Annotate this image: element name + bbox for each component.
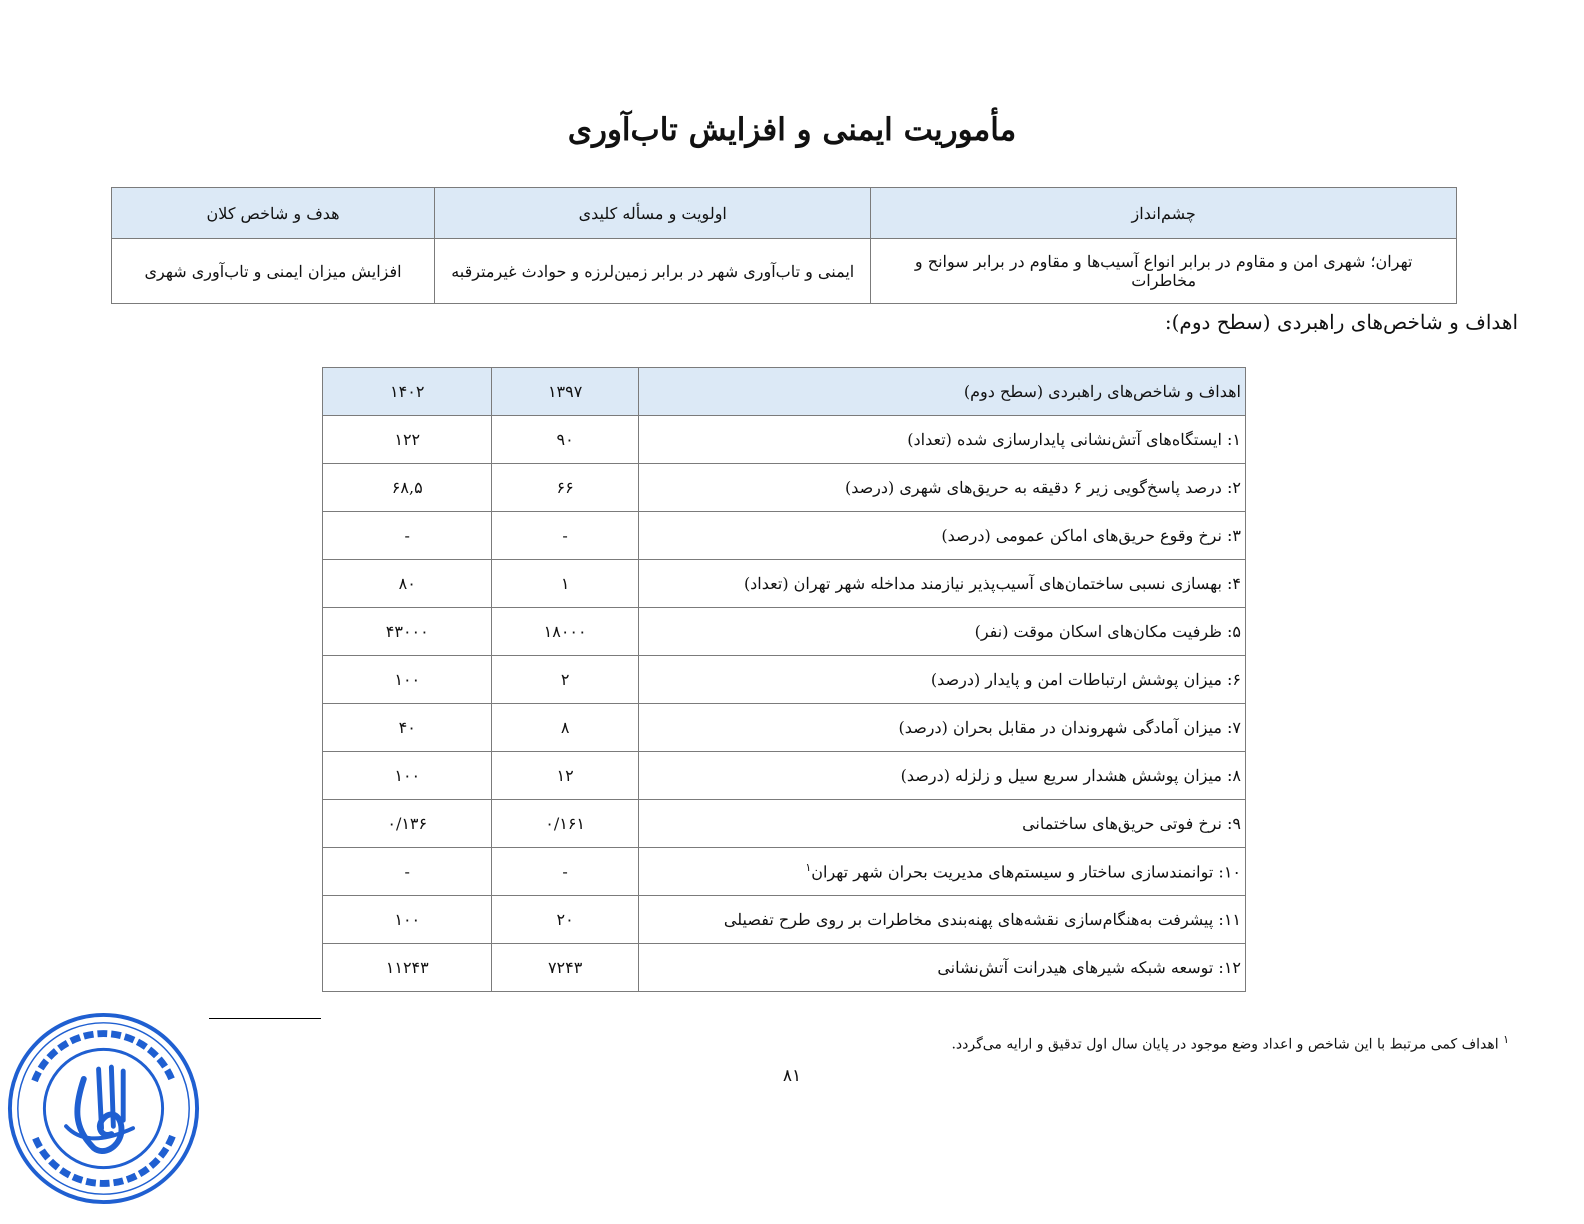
table-row xyxy=(323,800,1246,848)
indicator-cell: ۵: ظرفیت مکان‌های اسکان موقت (نفر) xyxy=(638,608,1245,656)
value-1397-cell: ۱۲ xyxy=(492,752,638,800)
summary-table xyxy=(111,187,1457,304)
indicator-cell: ۱۱: پیشرفت به‌هنگام‌سازی نقشه‌های پهنه‌بندی مخاطرات بر روی طرح تفصیلی xyxy=(638,896,1245,944)
value-1402-cell: ۰/۱۳۶ xyxy=(323,800,492,848)
value-1397-cell: ۱ xyxy=(492,560,638,608)
value-1402-cell: ۶۸,۵ xyxy=(323,464,492,512)
value-1402-cell: ۱۱۲۴۳ xyxy=(323,944,492,992)
value-1397-cell: - xyxy=(492,848,638,896)
header-priority: اولویت و مسأله کلیدی xyxy=(435,188,871,239)
value-1402-cell: - xyxy=(323,512,492,560)
value-1402-cell: ۱۰۰ xyxy=(323,896,492,944)
header-goal: هدف و شاخص کلان xyxy=(112,188,435,239)
indicator-cell: ۹: نرخ فوتی حریق‌های ساختمانی xyxy=(638,800,1245,848)
value-1402-cell: ۱۰۰ xyxy=(323,656,492,704)
value-1397-cell: ۸ xyxy=(492,704,638,752)
header-vision: چشم‌انداز xyxy=(871,188,1457,239)
table-row xyxy=(323,752,1246,800)
table-row xyxy=(323,944,1246,992)
value-1402-cell: - xyxy=(323,848,492,896)
value-1397-cell: ۲۰ xyxy=(492,896,638,944)
value-1402-cell: ۴۰ xyxy=(323,704,492,752)
section-heading: اهداف و شاخص‌های راهبردی (سطح دوم): xyxy=(1164,310,1518,334)
value-1397-cell: - xyxy=(492,512,638,560)
indicator-text: ۱۰: توانمندسازی ساختار و سیستم‌های مدیریت بحران شهر تهران xyxy=(811,862,1241,882)
value-1397-cell: ۷۲۴۳ xyxy=(492,944,638,992)
indicator-cell: ۳: نرخ وقوع حریق‌های اماکن عمومی (درصد) xyxy=(638,512,1245,560)
indicator-cell: ۸: میزان پوشش هشدار سریع سیل و زلزله (درصد) xyxy=(638,752,1245,800)
indicator-cell: ۱۲: توسعه شبکه شیرهای هیدرانت آتش‌نشانی xyxy=(638,944,1245,992)
header-indicator: اهداف و شاخص‌های راهبردی (سطح دوم) xyxy=(638,368,1245,416)
indicator-cell: ۴: بهسازی نسبی ساختمان‌های آسیب‌پذیر نیازمند مداخله شهر تهران (تعداد) xyxy=(638,560,1245,608)
table-row xyxy=(323,896,1246,944)
value-1397-cell: ۶۶ xyxy=(492,464,638,512)
value-1397-cell: ۰/۱۶۱ xyxy=(492,800,638,848)
indicator-cell: ۲: درصد پاسخ‌گویی زیر ۶ دقیقه به حریق‌های شهری (درصد) xyxy=(638,464,1245,512)
value-1402-cell: ۴۳۰۰۰ xyxy=(323,608,492,656)
header-year-1402: ۱۴۰۲ xyxy=(323,368,492,416)
indicators-header-row xyxy=(323,368,1246,416)
table-row xyxy=(323,512,1246,560)
council-seal-stamp xyxy=(5,1010,202,1207)
table-row xyxy=(323,560,1246,608)
value-1402-cell: ۱۲۲ xyxy=(323,416,492,464)
goal-cell: افزایش میزان ایمنی و تاب‌آوری شهری xyxy=(112,239,435,304)
footnote-text: اهداف کمی مرتبط با این شاخص و اعداد وضع موجود در پایان سال اول تدقیق و ارایه می‌گردد. xyxy=(951,1036,1499,1053)
indicator-cell: ۶: میزان پوشش ارتباطات امن و پایدار (درصد) xyxy=(638,656,1245,704)
table-row xyxy=(323,848,1246,896)
table-row xyxy=(323,656,1246,704)
footnote-mark: ۱ xyxy=(805,861,812,875)
indicator-cell: ۷: میزان آمادگی شهروندان در مقابل بحران (درصد) xyxy=(638,704,1245,752)
footnote-number: ۱ xyxy=(1503,1033,1509,1046)
table-row xyxy=(323,608,1246,656)
indicators-table xyxy=(322,367,1246,992)
footnote-separator xyxy=(209,1018,321,1019)
footnote xyxy=(951,1033,1509,1053)
value-1397-cell: ۹۰ xyxy=(492,416,638,464)
priority-cell: ایمنی و تاب‌آوری شهر در برابر زمین‌لرزه و حوادث غیرمترقبه xyxy=(435,239,871,304)
indicator-cell: ۱: ایستگاه‌های آتش‌نشانی پایدارسازی شده (تعداد) xyxy=(638,416,1245,464)
table-row xyxy=(323,416,1246,464)
vision-cell: تهران؛ شهری امن و مقاوم در برابر انواع آسیب‌ها و مقاوم در برابر سوانح و مخاطرات xyxy=(871,239,1457,304)
table-row xyxy=(323,704,1246,752)
summary-header-row xyxy=(112,188,1457,239)
value-1397-cell: ۲ xyxy=(492,656,638,704)
indicator-cell xyxy=(638,848,1245,896)
page-title: مأموریت ایمنی و افزایش تاب‌آوری xyxy=(567,112,1017,148)
summary-row xyxy=(112,239,1457,304)
value-1397-cell: ۱۸۰۰۰ xyxy=(492,608,638,656)
page-number: ۸۱ xyxy=(782,1066,802,1086)
table-row xyxy=(323,464,1246,512)
value-1402-cell: ۱۰۰ xyxy=(323,752,492,800)
header-year-1397: ۱۳۹۷ xyxy=(492,368,638,416)
value-1402-cell: ۸۰ xyxy=(323,560,492,608)
